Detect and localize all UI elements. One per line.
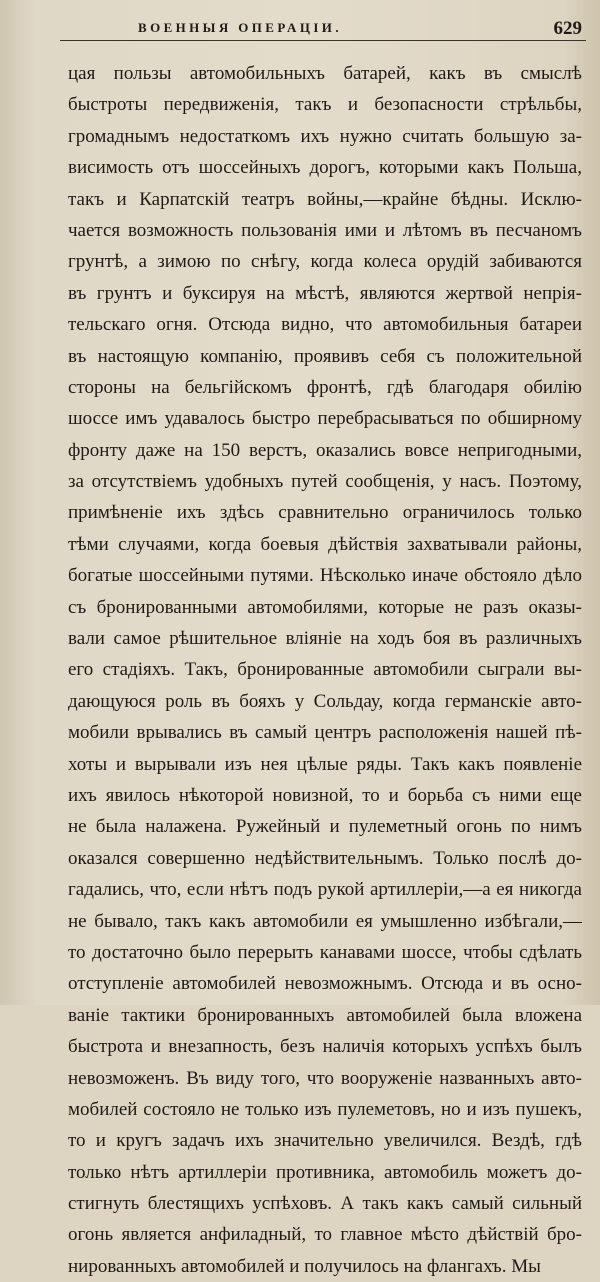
text-line: его стадіяхъ. Такъ, бронированные автомобили сыграли вы- xyxy=(68,659,582,681)
text-line: дающуюся роль въ бояхъ у Сольдау, когда германскіе авто- xyxy=(68,690,582,712)
text-line: тельскаго огня. Отсюда видно, что автомобильныя батареи xyxy=(68,314,582,336)
text-line: въ грунтъ и буксируя на мѣстѣ, являются жертвой непрія- xyxy=(68,282,582,304)
text-line: ихъ явилось нѣкоторой новизной, то и борьба съ ними еще xyxy=(68,784,582,806)
text-line: громаднымъ недостаткомъ ихъ нужно считать большую за- xyxy=(68,125,582,147)
text-line: висимость отъ шоссейныхъ дорогъ, которыми какъ Польша, xyxy=(68,157,582,179)
text-line: ваніе тактики бронированныхъ автомобилей была вложена xyxy=(68,1004,582,1026)
text-line: только нѣтъ артиллеріи противника, автомобиль можетъ до- xyxy=(68,1161,582,1183)
text-line: съ бронированными автомобилями, которые не разъ оказы- xyxy=(68,596,582,618)
text-line: отступленіе автомобилей невозможнымъ. Отсюда и въ осно- xyxy=(68,973,582,995)
text-line: богатые шоссейными путями. Нѣсколько иначе обстояло дѣло xyxy=(68,565,582,587)
text-line: хоты и вырывали изъ нея цѣлые ряды. Такъ какъ появленіе xyxy=(68,753,582,775)
text-line: не была налажена. Ружейный и пулеметный огонь по нимъ xyxy=(68,816,582,838)
text-line: оказался совершенно недѣйствительнымъ. Только послѣ до- xyxy=(68,847,582,869)
body-text xyxy=(68,58,582,1282)
text-line: мобили врывались въ самый центръ расположенія нашей пѣ- xyxy=(68,722,582,744)
page-number: 629 xyxy=(553,18,582,39)
running-head: ВОЕННЫЯ ОПЕРАЦIИ. xyxy=(138,20,342,35)
text-line: то достаточно было перерыть канавами шоссе, чтобы сдѣлать xyxy=(68,941,582,963)
text-line: не бывало, такъ какъ автомобили ея умышленно избѣгали,— xyxy=(68,910,582,932)
text-line: примѣненіе ихъ здѣсь сравнительно ограничилось только xyxy=(68,502,582,524)
text-line: стигнуть блестящихъ успѣховъ. А такъ какъ самый сильный xyxy=(68,1193,582,1215)
text-line: грунтѣ, а зимою по снѣгу, когда колеса орудій забиваются xyxy=(68,251,582,273)
text-line: стороны на бельгійскомъ фронтѣ, гдѣ благодаря обилію xyxy=(68,376,582,398)
text-line: вали самое рѣшительное вліяніе на ходъ боя въ различныхъ xyxy=(68,628,582,650)
text-line: мобилей состояло не только изъ пулеметовъ, но и изъ пушекъ, xyxy=(68,1098,582,1120)
text-line: гадались, что, если нѣтъ подъ рукой артиллеріи,—а ея никогда xyxy=(68,879,582,901)
text-line: за отсутствіемъ удобныхъ путей сообщенія, у насъ. Поэтому, xyxy=(68,471,582,493)
page-header xyxy=(0,18,600,48)
text-line: шоссе имъ удавалось быстро перебрасываться по обширному xyxy=(68,408,582,430)
text-line: цая пользы автомобильныхъ батарей, какъ въ смыслѣ xyxy=(68,63,582,84)
text-line: невозможенъ. Въ виду того, что вооруженіе названныхъ авто- xyxy=(68,1067,582,1089)
text-line: фронту даже на 150 верстъ, оказались вовсе непригодными, xyxy=(68,439,582,461)
text-line: быстрота и внезапность, безъ наличія которыхъ успѣхъ былъ xyxy=(68,1036,582,1058)
text-line: то и кругъ задачъ ихъ значительно увеличился. Вездѣ, гдѣ xyxy=(68,1130,582,1152)
text-line: такъ и Карпатскій театръ войны,—крайне бѣдны. Исклю- xyxy=(68,188,582,210)
text-line: въ настоящую компанію, проявивъ себя съ положительной xyxy=(68,345,582,367)
text-line: быстроты передвиженія, такъ и безопасности стрѣльбы, xyxy=(68,94,582,116)
text-line: нированныхъ автомобилей и получилось на флангахъ. Мы xyxy=(68,1255,541,1277)
text-line: чается возможность пользованія ими и лѣтомъ въ песчаномъ xyxy=(68,219,582,241)
text-line: тѣми случаями, когда боевыя дѣйствія захватывали районы, xyxy=(68,533,582,555)
text-line: огонь является анфиладный, то главное мѣсто дѣйствій бро- xyxy=(68,1224,582,1246)
header-rule xyxy=(60,40,586,41)
